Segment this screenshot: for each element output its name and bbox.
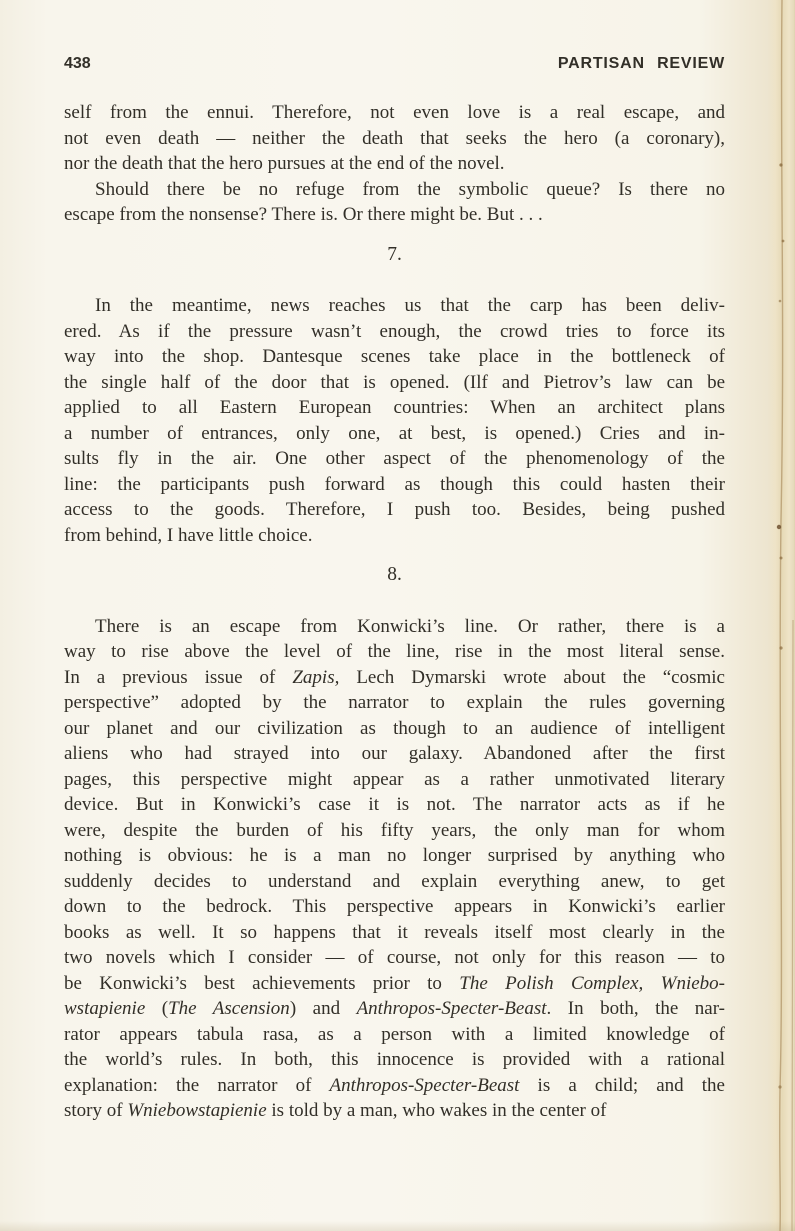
page-edge-texture [768,0,795,1231]
text-line [64,151,725,177]
italic-text: The Ascension [168,998,290,1019]
text-segment: way to rise above the level of the line, rise in the most literal sense. [64,641,725,662]
text-line [64,446,725,472]
text-segment: story of [64,1100,128,1121]
italic-text: Anthropos-Specter-Beast [356,998,547,1019]
text-segment: ( [145,998,169,1019]
text-line [64,1098,725,1124]
text-segment: aliens who had strayed into our galaxy. Abandoned after the first [64,743,725,764]
text-segment: nor the death that the hero pursues at the end of the novel. [64,153,505,174]
text-line [64,614,725,640]
text-line [64,767,725,793]
text-segment: In the meantime, news reaches us that the carp has been deliv- [95,295,725,316]
page-body [64,100,725,1124]
page-bottom-shadow [0,1221,795,1231]
text-line [64,523,725,549]
book-fore-edge [768,0,795,1231]
section-number: 8. [387,564,402,585]
italic-text: Zapis, [292,666,340,688]
paragraph [64,293,725,548]
text-segment: ered. As if the pressure wasn’t enough, the crowd tries to force its [64,320,725,342]
text-segment: applied to all Eastern European countries: When an architect plans [64,397,725,418]
text-segment: a number of entrances, only one, at best, is opened.) Cries and in- [64,422,725,444]
text-segment: line: the participants push forward as though this could hasten their [64,473,725,495]
text-line [64,920,725,946]
text-segment: way into the shop. Dantesque scenes take place in the bottleneck of [64,346,725,367]
text-line [64,971,725,997]
text-line [64,202,725,228]
text-line [64,319,725,345]
text-line [64,894,725,920]
text-line [64,421,725,447]
text-segment: our planet and our civilization as though to an audience of intelligent [64,717,725,739]
text-line [64,690,725,716]
text-line [64,472,725,498]
text-segment: is a child; and the [519,1074,725,1096]
text-line [64,395,725,421]
text-segment: In a previous issue of [64,666,293,688]
journal-title: PARTISAN REVIEW [557,55,725,72]
italic-text: Wniebowstapienie [127,1100,267,1121]
text-line [64,1022,725,1048]
text-line [64,370,725,396]
paragraph [64,177,725,228]
text-line [64,818,725,844]
text-segment: were, despite the burden of his fifty years, the only man for whom [64,819,725,841]
text-segment: ) and [289,998,357,1019]
text-segment: from behind, I have little choice. [64,524,313,546]
text-segment: Lech Dymarski wrote about the “cosmic [339,666,725,688]
text-line [64,741,725,767]
text-segment: sults fly in the air. One other aspect of the phenomenology of the [64,448,725,469]
text-line [64,1047,725,1073]
italic-text: Anthropos-Specter-Beast [329,1074,520,1096]
text-line [64,716,725,742]
text-line [64,996,725,1022]
italic-text: wstapienie [64,998,146,1019]
italic-text: The Polish Complex, Wniebo- [459,972,725,994]
text-line [64,344,725,370]
text-segment: the world’s rules. In both, this innocence is provided with a rational [64,1049,725,1070]
section-number: 7. [387,243,402,265]
text-segment: Should there be no refuge from the symbolic queue? Is there no [95,178,725,200]
text-segment: two novels which I consider — of course, not only for this reason — to [64,947,725,968]
text-segment: books as well. It so happens that it reveals itself most clearly in the [64,921,725,943]
text-line [64,665,725,691]
text-line [64,843,725,869]
text-line [64,869,725,895]
text-segment: nothing is obvious: he is a man no longer surprised by anything who [64,845,725,866]
text-segment: escape from the nonsense? There is. Or there might be. But . . . [64,204,543,225]
text-segment: pages, this perspective might appear as a rather unmotivated literary [64,768,725,790]
text-line [64,639,725,665]
text-segment: suddenly decides to understand and explain everything anew, to get [64,870,725,892]
text-segment: device. But in Konwicki’s case it is not. The narrator acts as if he [64,794,725,815]
text-line [64,945,725,971]
text-segment: not even death — neither the death that seeks the hero (a coronary), [64,127,725,149]
text-segment: . In both, the nar- [546,998,726,1019]
page-number: 438 [64,55,91,72]
paragraph [64,614,725,1124]
text-segment: down to the bedrock. This perspective appears in Konwicki’s earlier [64,896,725,917]
text-line [64,497,725,523]
text-line [64,100,725,126]
text-line [64,177,725,203]
text-segment: access to the goods. Therefore, I push too. Besides, being pushed [64,499,725,520]
text-segment: self from the ennui. Therefore, not even love is a real escape, and [64,102,725,123]
text-line [64,1073,725,1099]
text-segment: explanation: the narrator of [64,1074,330,1096]
text-segment: the single half of the door that is opened. (Ilf and Pietrov’s law can be [64,371,725,393]
text-segment: perspective” adopted by the narrator to explain the rules governing [64,692,725,713]
text-line [64,126,725,152]
text-segment: be Konwicki’s best achievements prior to [64,972,460,994]
text-segment: is told by a man, who wakes in the center of [266,1100,607,1121]
running-head [64,55,725,73]
text-segment: There is an escape from Konwicki’s line. Or rather, there is a [95,615,725,637]
paragraph [64,100,725,177]
text-line [64,792,725,818]
text-line [64,293,725,319]
text-segment: rator appears tabula rasa, as a person with a limited knowledge of [64,1023,725,1045]
